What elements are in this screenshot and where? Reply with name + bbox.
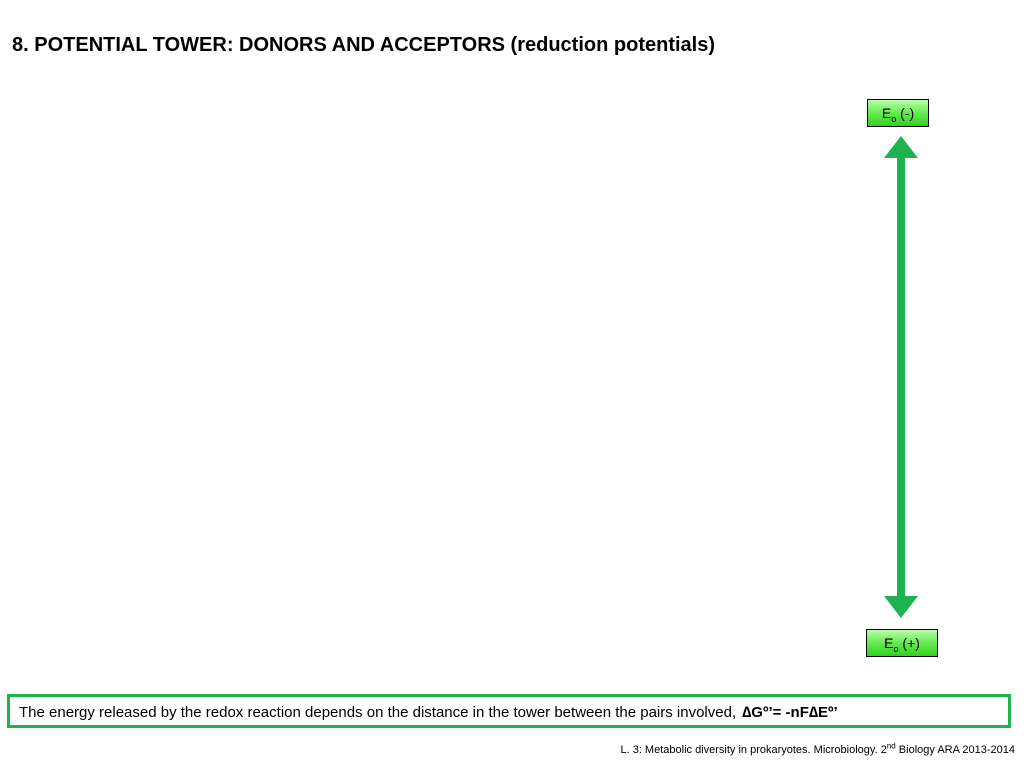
arrow-head-top — [884, 136, 918, 158]
eo-positive-subscript: o — [893, 643, 899, 654]
eo-positive-symbol: E — [884, 635, 894, 651]
arrow-head-bottom — [884, 596, 918, 618]
energy-note-text: The energy released by the redox reaction depends on the distance in the tower between the pairs involved, — [19, 704, 737, 721]
footer-superscript: nd — [886, 741, 896, 751]
eo-negative-symbol: E — [881, 105, 892, 121]
gibbs-formula: ∆Gº’= -nF∆Eº’ — [742, 704, 838, 721]
footer-suffix: Biology ARA 2013-2014 — [895, 744, 1015, 756]
arrow-shaft — [897, 156, 905, 598]
eo-positive-label — [866, 629, 938, 657]
eo-negative-sign: (-) — [896, 105, 915, 121]
double-headed-arrow-icon — [884, 136, 918, 618]
energy-note-line — [19, 704, 838, 721]
footer-prefix: L. 3: Metabolic diversity in prokaryotes. Microbiology. 2 — [620, 744, 887, 756]
slide-footer — [620, 741, 1015, 756]
eo-negative-label — [867, 99, 929, 127]
eo-negative-subscript: o — [891, 113, 897, 124]
eo-positive-sign: (+) — [898, 635, 920, 651]
energy-note-box — [7, 694, 1011, 728]
slide-title: 8. POTENTIAL TOWER: DONORS AND ACCEPTORS (reduction potentials) — [12, 34, 715, 56]
